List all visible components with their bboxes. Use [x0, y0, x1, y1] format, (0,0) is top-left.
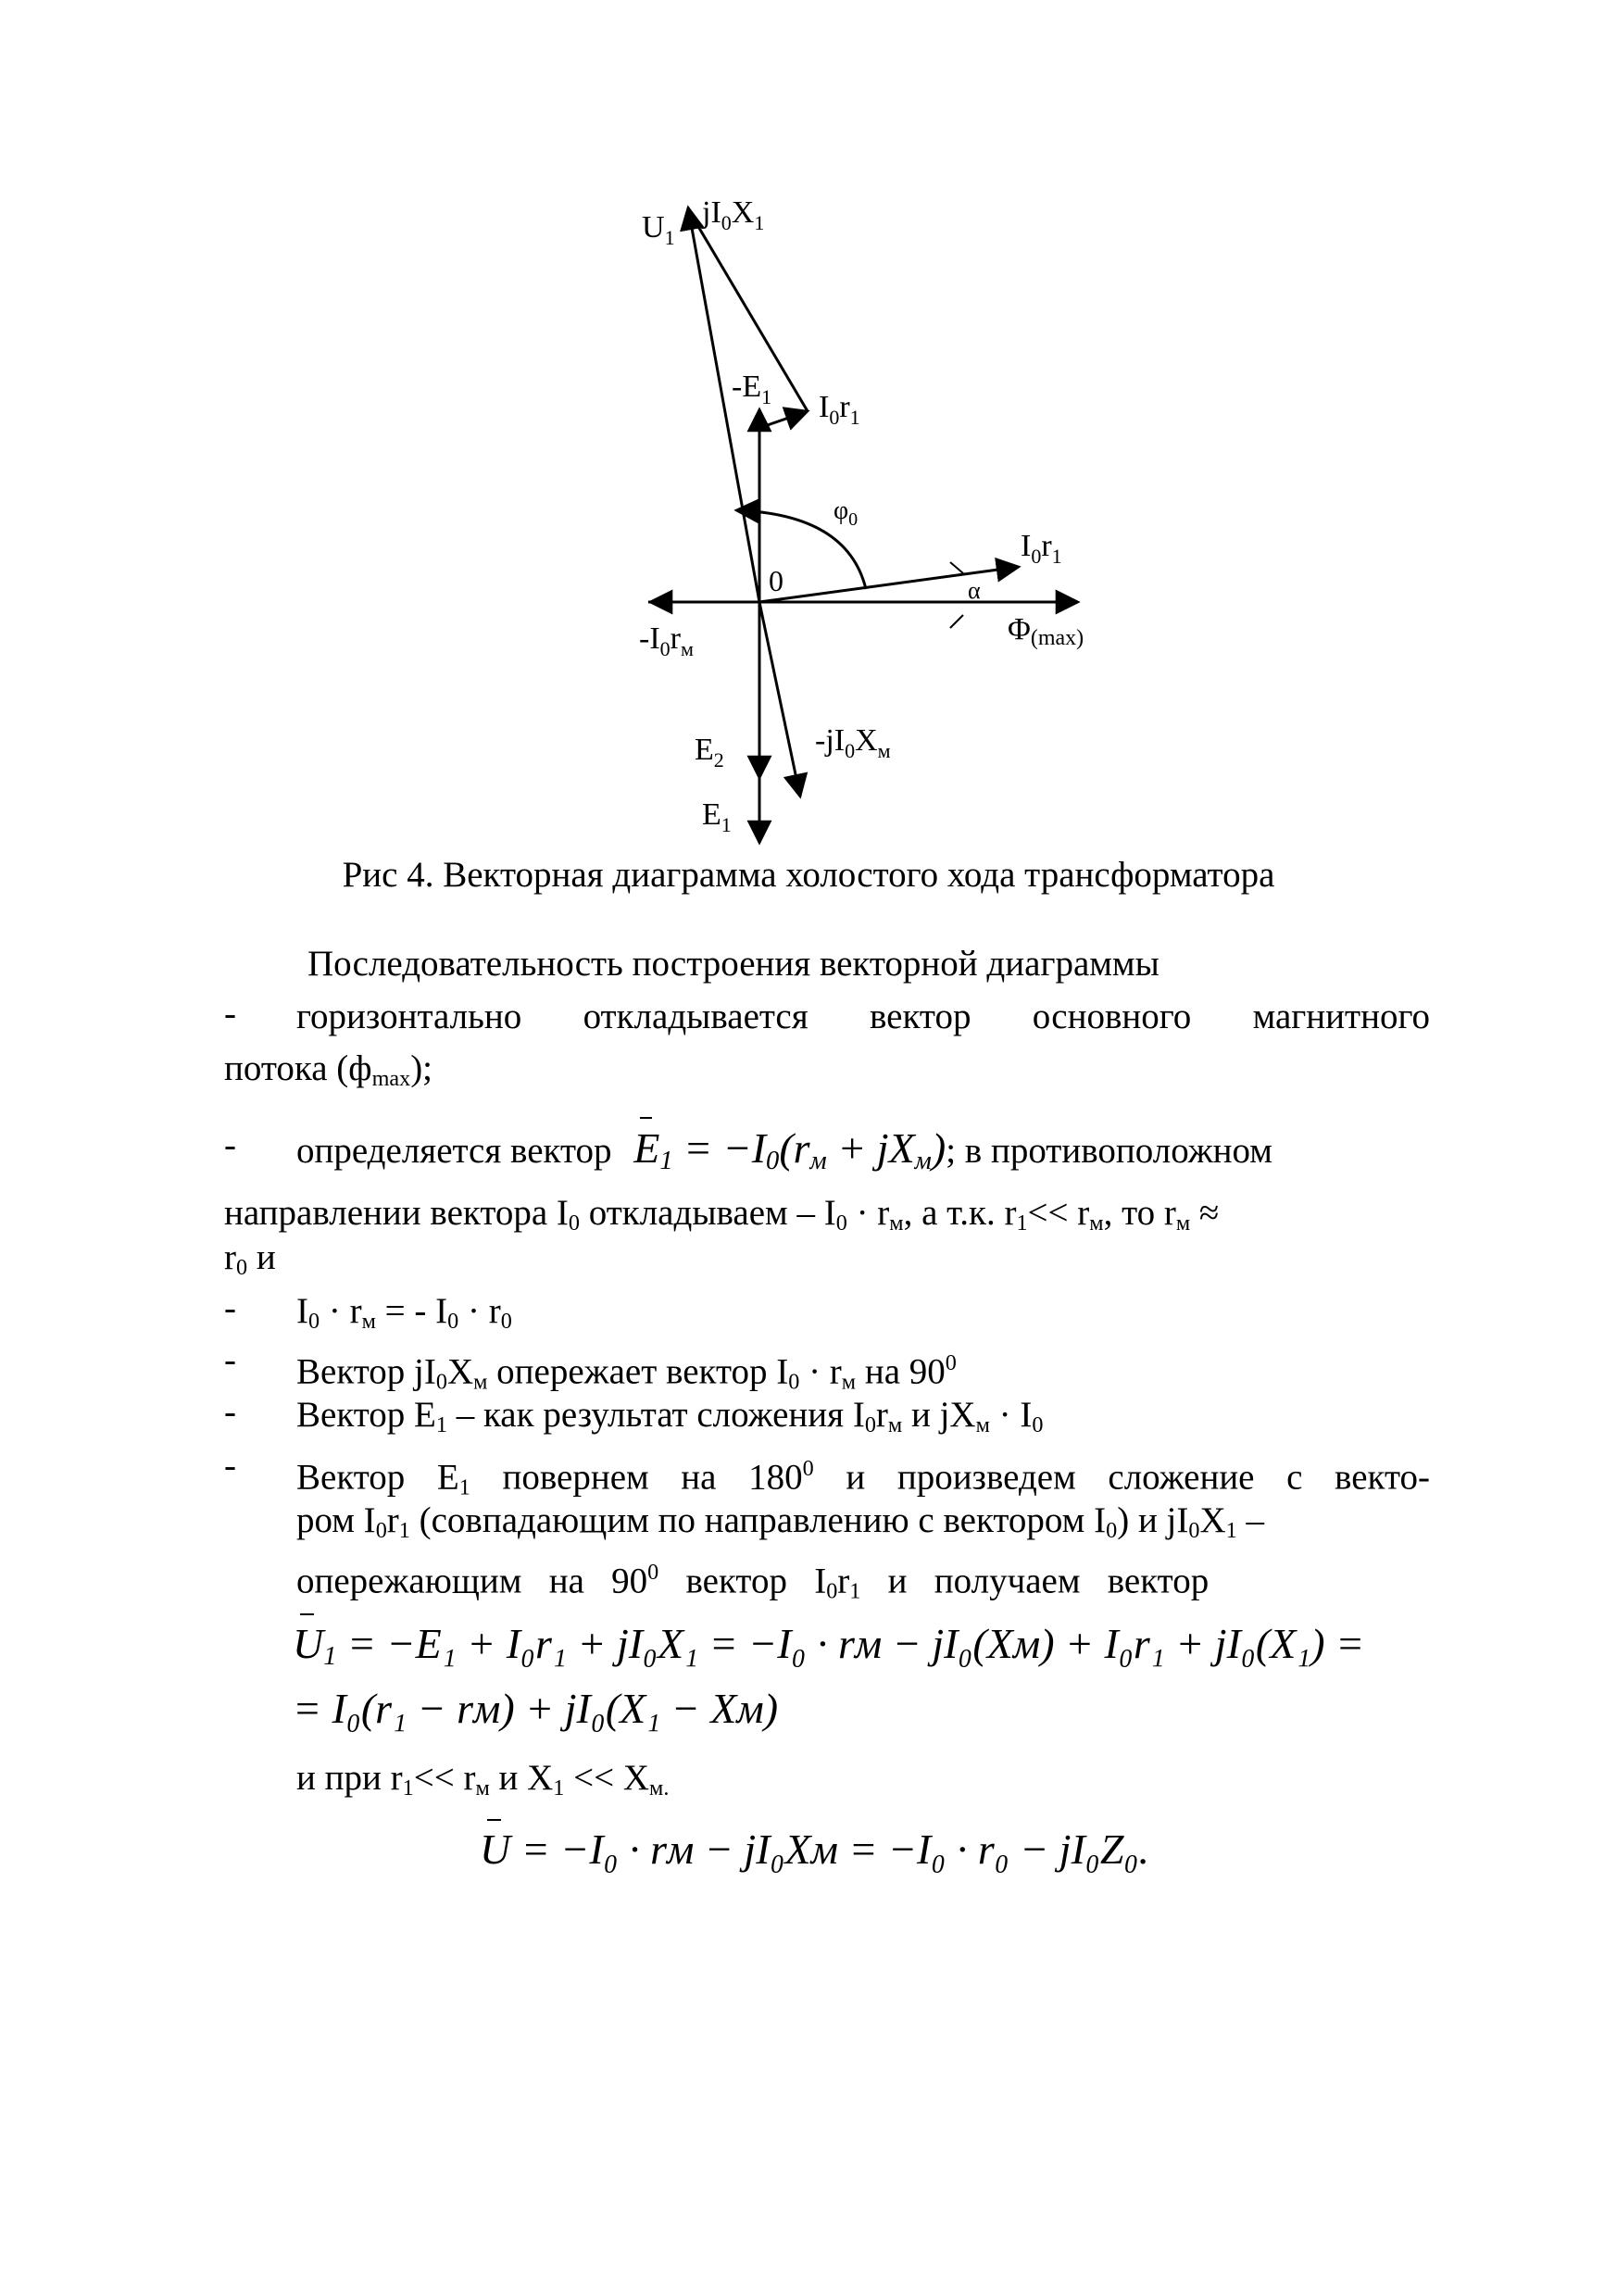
equation-u-final: U = −I₀ · rм − jI₀Xм = −I₀ · r₀ − jI₀Z₀. — [480, 1826, 1149, 1873]
item5: Вектор $E_1$ – как результат сложения $I_0r_м$ и $jX_м \cdot I_0$ — [296, 1395, 1044, 1438]
bullet-dash: - — [224, 1446, 236, 1486]
bullet-dash: - — [224, 994, 236, 1034]
label-phi-max: Φ(max) — [1008, 612, 1084, 650]
item6-line3: опережающим на $90^0$ вектор $I_0r_1$ и получаем вектор — [296, 1560, 1210, 1604]
item2-line1: определяется вектор $E_1 = -I_0(r_м + jX_м)$; в противоположном — [296, 1124, 1272, 1176]
i0r1-top-vector — [759, 411, 808, 428]
item2-line2: направлении вектора $I_0$ откладываем – $I_0 \cdot r_м$, а т.к. $r_1<< r_м$, то $r_м$ ≈ — [224, 1193, 1220, 1236]
label-origin: 0 — [769, 564, 783, 597]
item1-line2: потока $(ф_{max})$; — [224, 1048, 433, 1092]
label-alpha: α — [968, 577, 981, 604]
alpha-tick-top — [950, 562, 963, 573]
item1-line1: горизонтально откладывается вектор основного магнитного — [296, 997, 1430, 1036]
label-i0r1-top: $I_0r_1$ — [819, 390, 860, 429]
alpha-tick-bottom — [950, 615, 963, 628]
item6-line1: Вектор $E_1$ повернем на $180^0$ и произведем сложение с векто- — [296, 1456, 1430, 1500]
bullet-dash: - — [224, 1392, 236, 1432]
figure-caption: Рис 4. Векторная диаграмма холостого хода трансформатора — [342, 855, 1275, 895]
minus-jI0Xm-vector — [759, 602, 800, 797]
item6-line2: ром $I_0r_1$ (совпадающим по направлению с вектором $I_0$) и $jI_0X_1$ – — [296, 1500, 1264, 1544]
label-i0r1-right: $I_0r_1$ — [1021, 529, 1062, 568]
label-minus-e1: $-E_1$ — [732, 370, 772, 408]
label-jI0X1: $jI_0X_1$ — [702, 195, 765, 234]
vector-diagram — [0, 0, 1617, 852]
label-e1: $E_1$ — [702, 797, 732, 836]
bullet-dash: - — [224, 1125, 236, 1165]
item4: Вектор $jI_0X_м$ опережает вектор $I_0 \cdot r_м$ на $90^0$ — [296, 1350, 957, 1395]
bullet-dash: - — [224, 1340, 236, 1380]
label-phi0: $\varphi_0$ — [834, 496, 859, 530]
label-e2: $E_2$ — [695, 733, 724, 772]
item3: $I_0 \cdot r_м$ = - $I_0 \cdot r_0$ — [296, 1291, 512, 1335]
equation-u1-line2: = I₀(r₁ − rм) + jI₀(X₁ − Xм) — [293, 1685, 779, 1732]
condition-line: и при $r_1<< r_м$ и $X_1 << X_{м.}$ — [296, 1758, 670, 1801]
item2-line3: $r_0$ и — [224, 1237, 276, 1281]
equation-e1: $E_1 = -I_0(r_м + jX_м)$ — [633, 1124, 946, 1176]
label-u1: $U_1$ — [642, 210, 675, 249]
bullet-dash: - — [224, 1288, 236, 1328]
label-minus-i0rm: $-I_0r_м$ — [639, 621, 694, 660]
label-minus-jI0Xm: $-jI_0X_м$ — [815, 723, 891, 762]
equation-u1-line1: $U_1 = -E_1 + I_0r_1 + jI_0X_1 = -I_0$ · rм − jI₀(Xм) + I₀r₁ + jI₀(X₁) = — [293, 1620, 1365, 1672]
u1-vector — [688, 207, 759, 602]
section-heading: Последовательность построения векторной диаграммы — [307, 944, 1159, 984]
